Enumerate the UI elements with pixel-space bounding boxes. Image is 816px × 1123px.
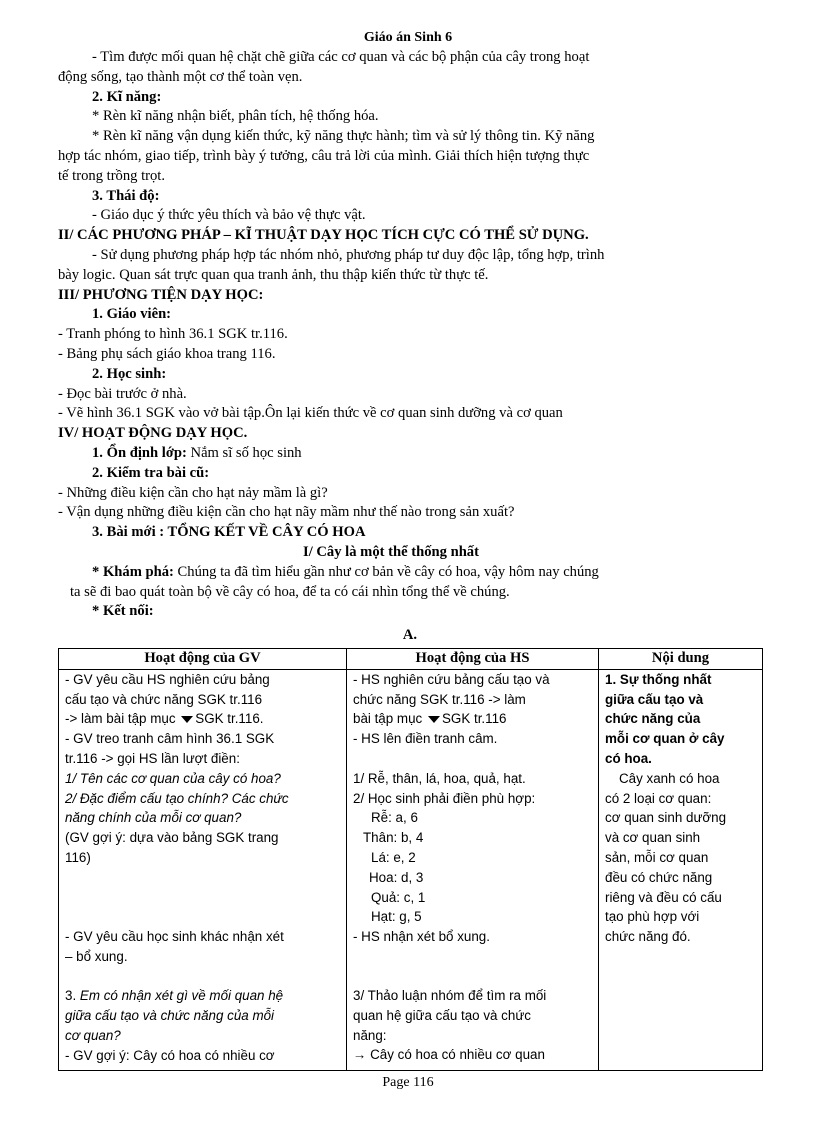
arrow-right-icon: → (353, 1047, 371, 1063)
cell-line: Hạt: g, 5 (371, 909, 422, 925)
skill-item: * Rèn kĩ năng nhận biết, phân tích, hệ thống hóa. (92, 108, 379, 125)
objective-item-cont: động sống, tạo thành một cơ thể toàn vẹn. (58, 68, 303, 85)
triangle-down-icon (428, 716, 440, 723)
content-cell (599, 669, 763, 1070)
cell-line: (GV gợi ý: dựa vào bảng SGK trang (65, 830, 279, 846)
review-question: - Những điều kiện cần cho hạt nảy mầm là gì? (58, 484, 328, 501)
section-2-text: bày logic. Quan sát trực quan qua tranh ảnh, thu thập kiến thức từ thực tế. (58, 266, 489, 283)
student-item: - Vẽ hình 36.1 SGK vào vở bài tập.Ôn lại kiến thức về cơ quan sinh dưỡng và cơ quan (58, 405, 563, 422)
question-line: 2/ Đặc điểm cấu tạo chính? Các chức (65, 790, 289, 806)
cell-line: - HS nhận xét bổ xung. (353, 929, 490, 945)
question-line: 1/ Tên các cơ quan của cây có hoa? (65, 770, 281, 786)
cell-line: 3/ Thảo luận nhóm để tìm ra mối (353, 987, 547, 1003)
attitude-item: - Giáo dục ý thức yêu thích và bảo vệ thực vật. (92, 207, 366, 224)
skills-heading: 2. Kĩ năng: (92, 88, 162, 105)
triangle-down-icon (181, 716, 193, 723)
section-3-title: III/ PHƯƠNG TIỆN DẠY HỌC: (58, 286, 264, 303)
explore-text: Chúng ta đã tìm hiểu gần như cơ bản về cây có hoa, vậy hôm nay chúng (173, 563, 599, 580)
lesson-body (58, 48, 724, 622)
cell-line: -> làm bài tập mục (65, 711, 176, 727)
cell-line: quan hệ giữa cấu tạo và chức (353, 1007, 531, 1023)
student-heading: 2. Học sinh: (92, 365, 167, 382)
cell-line: Cây có hoa có nhiều cơ quan (370, 1047, 545, 1063)
activity-table (58, 648, 763, 1071)
skill-item-cont: hợp tác nhóm, giao tiếp, trình bày ý tưởng, câu trả lời của mình. Giải thích hiện tượng thực (58, 147, 590, 164)
content-heading: chức năng của (605, 711, 701, 727)
section-2-title: II/ CÁC PHƯƠNG PHÁP – KĨ THUẬT DẠY HỌC TÍCH CỰC CÓ THỂ SỬ DỤNG. (58, 227, 589, 244)
cell-line: Thân: b, 4 (363, 830, 424, 846)
skill-item-cont: tế trong trồng trọt. (58, 167, 166, 184)
connect-label: * Kết nối: (92, 603, 154, 620)
cell-line: 1/ Rễ, thân, lá, hoa, quả, hạt. (353, 770, 526, 786)
cell-line: bài tập mục (353, 711, 423, 727)
teacher-item: - Tranh phóng to hình 36.1 SGK tr.116. (58, 326, 288, 343)
column-header-student: Hoạt động của HS (347, 649, 599, 670)
cell-line: SGK tr.116. (195, 711, 264, 727)
cell-line: tr.116 -> gọi HS lần lượt điền: (65, 750, 240, 766)
cell-line: 2/ Học sinh phải điền phù hợp: (353, 790, 536, 806)
page-footer: Page 116 (382, 1075, 434, 1090)
content-heading: giữa cấu tạo và (605, 691, 704, 707)
cell-line: năng: (353, 1027, 387, 1043)
content-heading: mỗi cơ quan ở cây (605, 731, 725, 747)
content-line: tạo phù hợp với (605, 909, 700, 925)
cell-line: - GV gợi ý: Cây có hoa có nhiều cơ (65, 1047, 275, 1063)
section-4-title: IV/ HOẠT ĐỘNG DẠY HỌC. (58, 425, 248, 442)
question-line: giữa cấu tạo và chức năng của mỗi (65, 1007, 275, 1023)
cell-line: SGK tr.116 (441, 711, 507, 727)
cell-line: Quả: c, 1 (371, 889, 426, 905)
content-line: Cây xanh có hoa (619, 770, 720, 786)
content-line: có 2 loại cơ quan: (605, 790, 712, 806)
student-activity-cell (347, 669, 599, 1070)
cell-line: - HS nghiên cứu bảng cấu tạo và (353, 671, 550, 687)
content-heading: có hoa. (605, 750, 652, 766)
cell-line: Lá: e, 2 (371, 849, 416, 865)
table-label: A. (402, 627, 418, 643)
page-header-title: Giáo án Sinh 6 (363, 30, 453, 45)
class-order-label: 1. Ổn định lớp: (92, 444, 187, 461)
cell-line: 116) (65, 849, 91, 865)
lesson-subtitle: I/ Cây là một thể thống nhất (303, 543, 479, 560)
content-line: chức năng đó. (605, 929, 691, 945)
attitude-heading: 3. Thái độ: (92, 187, 160, 204)
cell-line: Rễ: a, 6 (371, 810, 418, 826)
explore-label: * Khám phá: (92, 563, 174, 580)
skill-item: * Rèn kĩ năng vận dụng kiến thức, kỹ năng thực hành; tìm và sử lý thông tin. Kỹ năng (92, 128, 595, 145)
cell-line: chức năng SGK tr.116 -> làm (353, 691, 526, 707)
cell-line: - GV yêu cầu học sinh khác nhận xét (65, 928, 284, 944)
column-header-content: Nội dung (599, 649, 763, 670)
objective-item: - Tìm được mối quan hệ chặt chẽ giữa các cơ quan và các bộ phận của cây trong hoạt (92, 49, 590, 65)
content-line: cơ quan sinh dưỡng (605, 810, 727, 826)
teacher-item: - Bảng phụ sách giáo khoa trang 116. (58, 345, 276, 362)
new-lesson-label: 3. Bài mới (92, 524, 156, 541)
cell-line: 3. (65, 988, 77, 1004)
explore-text-cont: ta sẽ đi bao quát toàn bộ về cây có hoa, để ta có cái nhìn tổng thể về chúng. (70, 583, 510, 600)
cell-line: - GV treo tranh câm hình 36.1 SGK (65, 731, 275, 747)
spacer (353, 749, 592, 769)
cell-line: Hoa: d, 3 (369, 869, 424, 885)
review-heading: 2. Kiểm tra bài cũ: (92, 464, 210, 481)
review-question: - Vận dụng những điều kiện cần cho hạt nãy mầm như thế nào trong sản xuất? (58, 504, 515, 521)
question-line: cơ quan? (65, 1027, 121, 1043)
spacer (353, 947, 592, 986)
cell-line: - HS lên điền tranh câm. (353, 731, 498, 747)
content-line: riêng và đều có cấu (605, 889, 722, 905)
spacer (65, 966, 340, 986)
student-item: - Đọc bài trước ở nhà. (58, 385, 187, 402)
class-order-text: Nắm sĩ số học sinh (186, 444, 302, 461)
content-heading: 1. Sự thống nhất (605, 671, 712, 687)
question-line: năng chính của mỗi cơ quan? (65, 810, 242, 826)
column-header-teacher: Hoạt động của GV (59, 649, 347, 670)
cell-line: cấu tạo và chức năng SGK tr.116 (65, 691, 263, 707)
section-2-text: - Sử dụng phương pháp hợp tác nhóm nhỏ, phương pháp tư duy độc lập, tổng hợp, trình (92, 246, 605, 263)
content-line: đều có chức năng (605, 869, 713, 885)
new-lesson-title: : TỔNG KẾT VỀ CÂY CÓ HOA (155, 524, 366, 541)
content-line: sản, mỗi cơ quan (605, 849, 709, 865)
spacer (65, 868, 340, 927)
teacher-activity-cell (59, 669, 347, 1070)
cell-line: - GV yêu cầu HS nghiên cứu bảng (65, 671, 270, 687)
content-line: và cơ quan sinh (605, 830, 701, 846)
teacher-heading: 1. Giáo viên: (92, 306, 172, 323)
question-line: Em có nhận xét gì về mối quan hệ (79, 988, 284, 1004)
cell-line: – bổ xung. (65, 948, 128, 964)
